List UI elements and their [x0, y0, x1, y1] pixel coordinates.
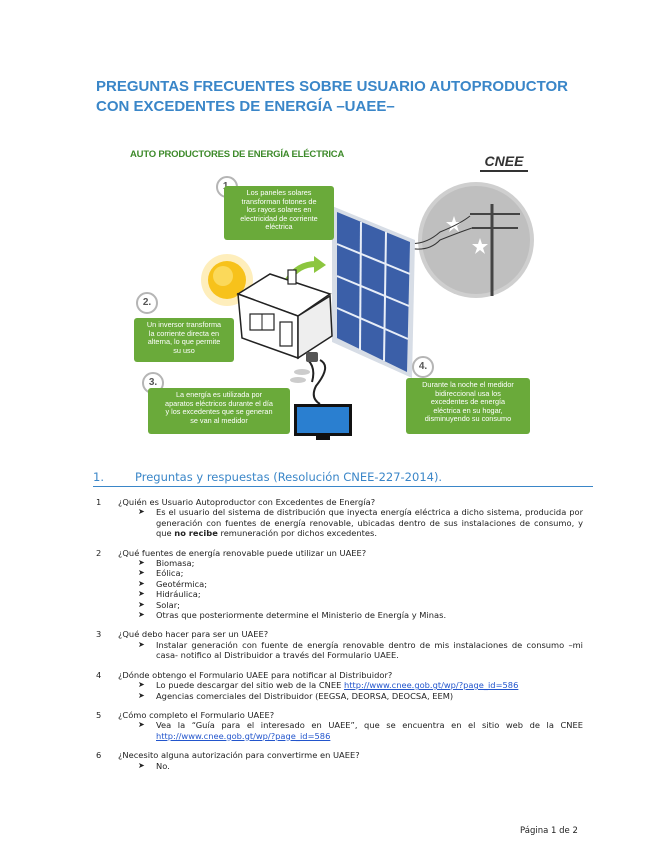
step-2-box — [134, 318, 234, 362]
question-item — [96, 750, 583, 771]
question-item — [96, 497, 583, 539]
step-2-text: la corriente directa en — [148, 328, 220, 338]
step-1-box — [224, 186, 334, 240]
answer-text: Instalar generación con fuente de energía renovable dentro de mis instalaciones de consumo –mi casa- notifico al Distribuidor a través del Formulario UAEE. — [156, 639, 583, 661]
question-item — [96, 629, 583, 660]
question-text: ¿Quién es Usuario Autoproductor con Excedentes de Energía? — [118, 497, 376, 507]
question-number: 5 — [96, 709, 102, 720]
answer-text: Agencias comerciales del Distribuidor (EEGSA, DEORSA, DEOCSA, EEM) — [156, 690, 454, 701]
cnee-logo: CNEE — [480, 152, 528, 172]
plug-icon — [306, 352, 325, 404]
section-title: Preguntas y respuestas (Resolución CNEE-227-2014). — [135, 470, 443, 484]
step-4-text: bidireccional usa los — [435, 388, 501, 398]
step-3-text: se van al medidor — [190, 415, 248, 425]
questions-list — [96, 497, 583, 780]
page-number: Página 1 de 2 — [520, 826, 578, 836]
question-number: 2 — [96, 547, 102, 558]
answer-item — [138, 610, 583, 620]
arrow-bullet-icon: ➤ — [138, 599, 145, 609]
answer-item — [138, 507, 583, 538]
answer-item — [138, 600, 583, 610]
answer-text: Lo puede descargar del sitio web de la CNEE — [156, 680, 344, 691]
step-3-text: La energía es utilizada por — [176, 390, 262, 399]
arrow-bullet-icon: ➤ — [138, 568, 145, 578]
answer-item — [138, 761, 583, 771]
arrow-bullet-icon: ➤ — [138, 558, 145, 568]
question-item — [96, 670, 583, 701]
step-3-box — [148, 388, 290, 434]
answer-text: Otras que posteriormente determine el Ministerio de Energía y Minas. — [156, 610, 447, 621]
step-4-text: excedentes de energía — [430, 397, 506, 407]
answer-item — [138, 558, 583, 568]
step-2-text: Un inversor transforma — [146, 320, 222, 329]
arrow-bullet-icon: ➤ — [138, 690, 145, 700]
arrow-bullet-icon: ➤ — [138, 589, 145, 599]
answer-text: remuneración por dichos excedentes. — [217, 528, 377, 539]
document-title — [96, 77, 576, 117]
answer-item — [138, 691, 583, 701]
arrow-bullet-icon: ➤ — [138, 680, 145, 690]
step-1-text: transforman fotones de — [241, 196, 317, 206]
step-4-marker: 4. — [412, 356, 434, 378]
step-4-text: disminuyendo su consumo — [424, 414, 512, 424]
answer-text: Es el usuario del sistema de distribución que inyecta energía eléctrica a dicho sistema, producida por generación con fuentes de energía renovable, ubicadas dentro de sus instalaciones de consumo, y que — [156, 507, 583, 539]
answer-text: Solar; — [156, 599, 180, 610]
arrow-bullet-icon: ➤ — [138, 639, 145, 649]
answer-item — [138, 589, 583, 599]
arrow-bullet-icon: ➤ — [138, 760, 145, 770]
answer-bold-text: no recibe — [174, 528, 218, 539]
answer-text: Geotérmica; — [156, 578, 208, 589]
night-sky-icon — [418, 182, 534, 298]
step-3-text: aparatos eléctricos durante el día — [165, 398, 273, 408]
answer-text: Biomasa; — [156, 558, 195, 569]
step-1-text: eléctrica — [265, 222, 293, 232]
question-number: 6 — [96, 750, 102, 761]
question-item — [96, 548, 583, 621]
solar-panel-icon — [332, 206, 415, 378]
answer-item — [138, 579, 583, 589]
step-4-box — [406, 378, 530, 434]
section-heading — [93, 470, 593, 487]
question-number: 4 — [96, 669, 102, 680]
question-text: ¿Qué debo hacer para ser un UAEE? — [118, 629, 269, 640]
question-text: ¿Cómo completo el Formulario UAEE? — [118, 709, 275, 720]
arrow-bullet-icon: ➤ — [138, 578, 145, 588]
step-2-text: su uso — [173, 345, 195, 355]
answer-item — [138, 640, 583, 661]
arrow-bullet-icon: ➤ — [138, 720, 145, 730]
question-text: ¿Qué fuentes de energía renovable puede utilizar un UAEE? — [118, 547, 367, 558]
question-item — [96, 710, 583, 741]
title-line-2: CON EXCEDENTES DE ENERGÍA –UAEE– — [96, 98, 395, 115]
answer-text: Hidráulica; — [156, 589, 201, 600]
step-4-text: eléctrica en su hogar, — [433, 405, 503, 415]
step-2-marker: 2. — [136, 292, 158, 314]
step-3-text: y los excedentes que se generan — [165, 407, 273, 417]
step-3-marker: 3. — [142, 372, 164, 394]
answer-text: Vea la “Guía para el interesado en UAEE”, que se encuentra en el sitio web de la CNEE — [156, 720, 583, 731]
answer-item — [138, 680, 583, 690]
cnee-download-link[interactable]: http://www.cnee.gob.gt/wp/?page_id=586 — [344, 680, 519, 691]
question-number: 1 — [96, 497, 102, 507]
question-text: ¿Dónde obtengo el Formulario UAEE para notificar al Distribuidor? — [118, 669, 393, 680]
infographic-heading: AUTO PRODUCTORES DE ENERGÍA ELÉCTRICA — [130, 149, 345, 160]
question-number: 3 — [96, 629, 102, 640]
answer-text: No. — [156, 760, 170, 771]
arrow-bullet-icon: ➤ — [138, 610, 145, 620]
question-text: ¿Necesito alguna autorización para convertirme en UAEE? — [118, 750, 360, 761]
answer-item — [138, 568, 583, 578]
step-1-text: Los paneles solares — [246, 188, 312, 197]
step-4-text: Durante la noche el medidor — [422, 380, 514, 389]
answer-text: Eólica; — [156, 568, 184, 579]
step-1-text: los rayos solares en — [246, 205, 312, 215]
television-icon — [294, 404, 352, 440]
step-1-text: electricidad de corriente — [240, 213, 318, 223]
answer-item — [138, 720, 583, 741]
title-line-1: PREGUNTAS FRECUENTES SOBRE USUARIO AUTOPRODUCTOR — [96, 78, 568, 95]
arrow-bullet-icon: ➤ — [138, 507, 145, 517]
cnee-guide-link[interactable]: http://www.cnee.gob.gt/wp/?page_id=586 — [156, 730, 331, 741]
step-2-text: alterna, lo que permite — [147, 337, 221, 347]
section-number: 1. — [93, 470, 104, 484]
solar-infographic — [120, 146, 540, 446]
